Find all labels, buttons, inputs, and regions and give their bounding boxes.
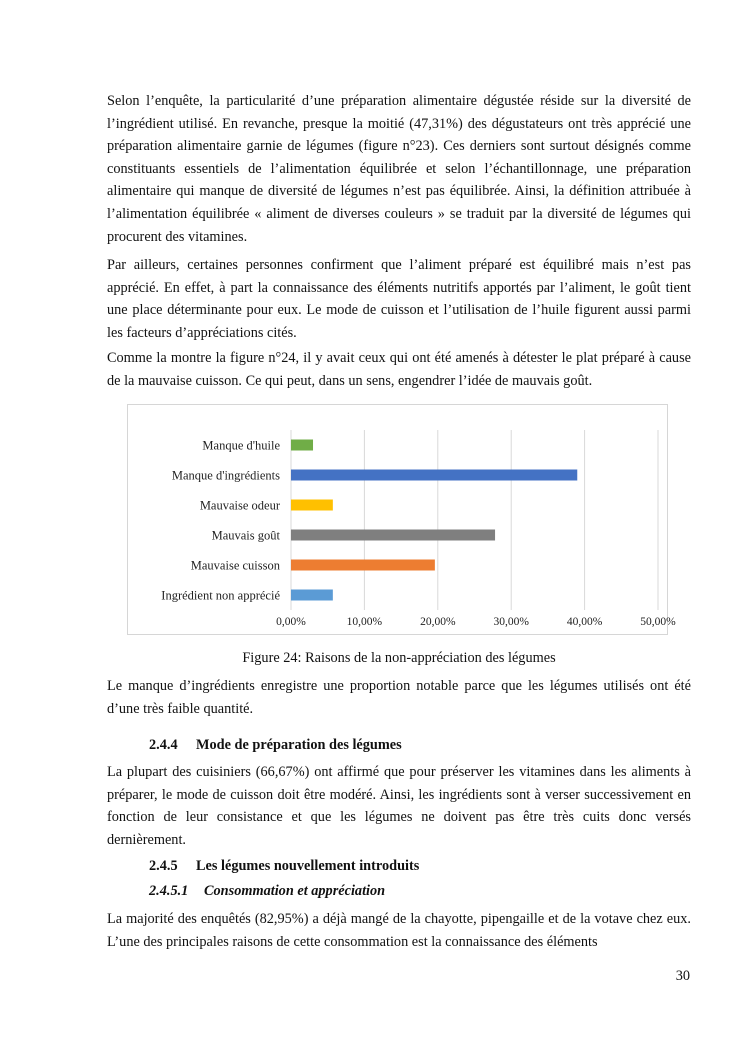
heading-text: Les légumes nouvellement introduits [196,858,420,874]
bar-2 [291,500,333,511]
bar-5 [291,590,333,601]
x-tick-label: 0,00% [276,616,306,628]
x-tick-label: 10,00% [346,616,383,628]
figure-caption: Figure 24: Raisons de la non-appréciation des légumes [242,650,556,666]
heading-number: 2.4.5 [149,858,178,874]
paragraph-1: Selon l’enquête, la particularité d’une préparation alimentaire dégustée réside sur la diversité de l’ingrédient utilisé. En revanche, presque la moitié (47,31%) des dégustateurs ont très apprécié une préparation alimentaire garnie de légumes (figure n°23). Ces derniers sont surtout désignés comme constituants essentiels de l’alimentation équilibrée et selon l’échantillonnage, une préparation alimentaire qui manque de diversité de légumes n’est pas équilibrée. Ainsi, la définition attribuée à l’alimentation équilibrée « aliment de diverses couleurs » se traduit par la diversité de légumes qui procurent des vitamines. [107,93,691,245]
category-label: Mauvaise odeur [199,498,280,513]
paragraph-6: La majorité des enquêtés (82,95%) a déjà mangé de la chayotte, pipengaille et de la votave chez eux. L’une des principales raisons de cette consommation est la connaissance des éléments [107,911,691,950]
section-heading-2-4-5 [149,856,419,876]
page-number: 30 [675,968,690,984]
paragraph-4: Le manque d’ingrédients enregistre une proportion notable parce que les légumes utilisés ont été d’une très faible quantité. [107,678,691,717]
x-tick-label: 30,00% [493,616,529,628]
category-label: Manque d'huile [202,438,280,453]
bar-1 [291,470,577,481]
x-tick-label: 40,00% [566,616,603,628]
heading-text: Mode de préparation des légumes [196,737,402,753]
x-tick-label: 50,00% [640,616,676,628]
category-label: Manque d'ingrédients [171,468,280,483]
figure-24-chart [127,404,676,635]
heading-number: 2.4.4 [149,737,178,753]
paragraph-3: Comme la montre la figure n°24, il y avait ceux qui ont été amenés à détester le plat préparé à cause de la mauvaise cuisson. Ce qui peut, dans un sens, engendrer l’idée de mauvais goût. [107,350,691,389]
section-heading-2-4-4 [149,735,402,755]
heading-text: Consommation et appréciation [204,883,386,899]
category-label: Ingrédient non apprécié [161,588,280,603]
category-label: Mauvais goût [211,528,280,543]
category-label: Mauvaise cuisson [190,558,280,573]
bar-0 [291,440,313,451]
x-tick-label: 20,00% [420,616,456,628]
section-heading-2-4-5-1 [149,881,385,901]
paragraph-2: Par ailleurs, certaines personnes confirment que l’aliment préparé est équilibré mais n’est pas apprécié. En effet, à part la connaissance des éléments nutritifs apportés par l’aliment, le goût tient une place déterminante pour eux. Le mode de cuisson et l’utilisation de l’huile figurent aussi parmi les facteurs d’appréciations cités. [107,257,691,341]
bar-4 [291,560,435,571]
bar-3 [291,530,495,541]
bar-chart [128,405,676,636]
paragraph-5: La plupart des cuisiniers (66,67%) ont affirmé que pour préserver les vitamines dans les aliments à préparer, le mode de cuisson doit être modéré. Ainsi, les ingrédients sont à verser successivement en fonction de leur consistance et que les légumes ne doivent pas être très cuits donc versés dernièrement. [107,764,691,848]
heading-number: 2.4.5.1 [149,883,189,899]
